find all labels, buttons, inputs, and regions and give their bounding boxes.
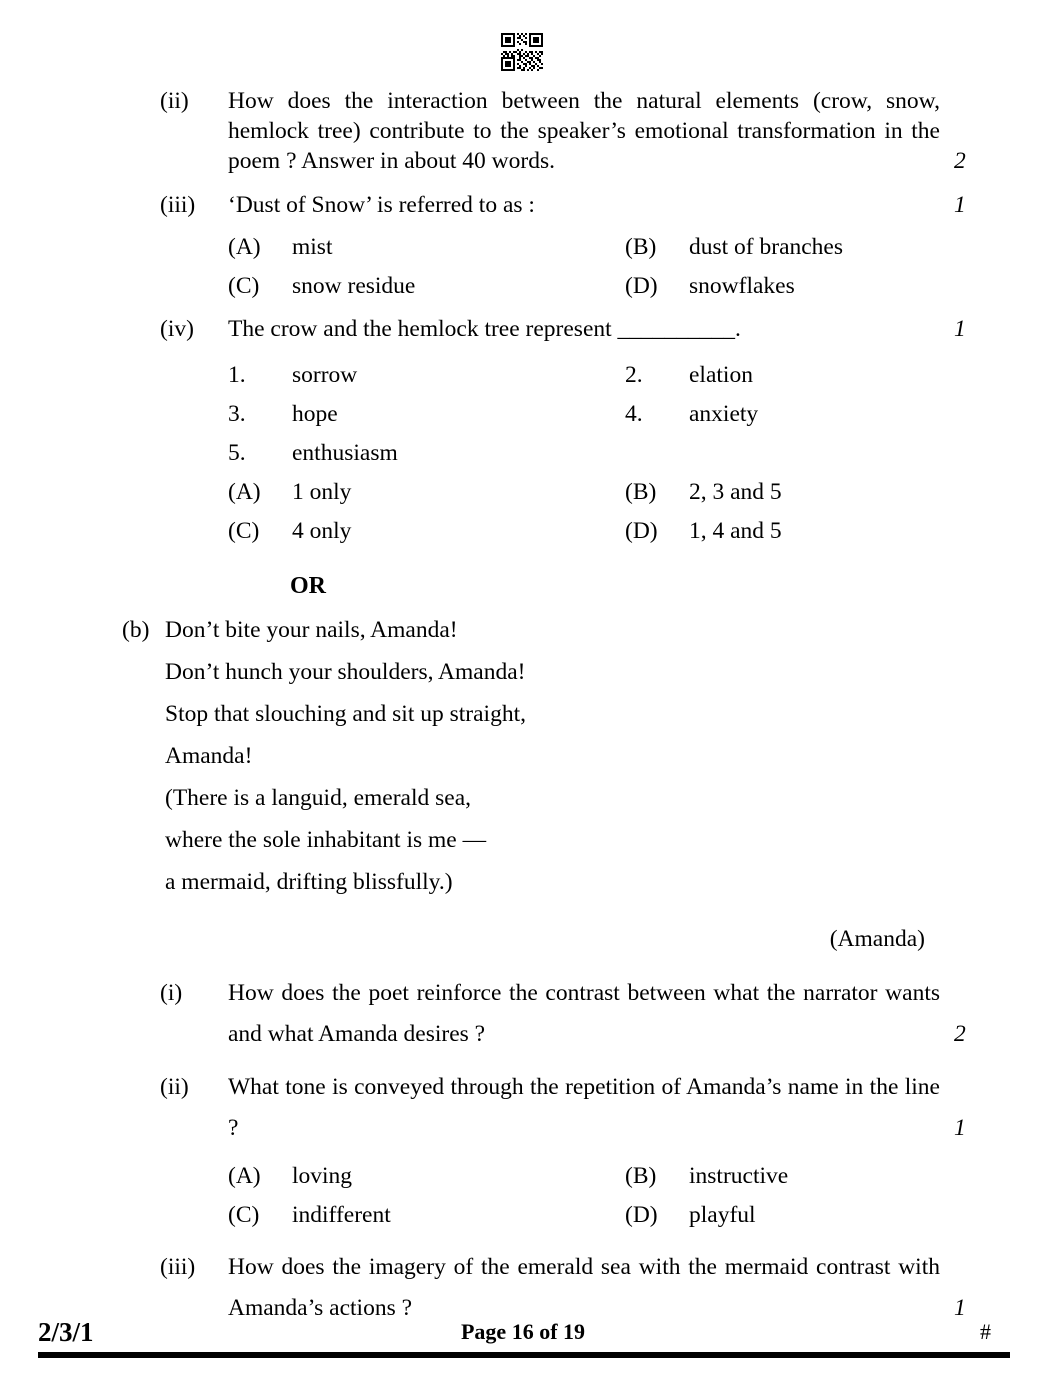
option-d[interactable] <box>625 1196 756 1235</box>
option-row <box>0 1196 1046 1235</box>
option-text: snow residue <box>292 273 416 299</box>
option-label: (B) <box>625 234 657 260</box>
item-1[interactable] <box>228 356 357 395</box>
page-footer <box>0 1312 1046 1386</box>
question-item-iv <box>0 314 1046 344</box>
option-row <box>0 267 1046 306</box>
item-text: sorrow <box>292 362 358 388</box>
item-row <box>0 356 1046 395</box>
option-b[interactable] <box>625 1157 788 1196</box>
question-text: ‘Dust of Snow’ is referred to as : <box>228 192 535 218</box>
question-marker: (iii) <box>160 1254 196 1280</box>
item-text: elation <box>689 362 753 388</box>
option-label: (C) <box>228 518 260 544</box>
poem-line: a mermaid, drifting blissfully.) <box>165 869 453 895</box>
option-row <box>0 512 1046 551</box>
end-mark: # <box>980 1319 991 1344</box>
question-marks: 2 <box>954 148 966 174</box>
option-a[interactable] <box>228 228 332 267</box>
question-marks: 2 <box>954 1021 966 1047</box>
option-row <box>0 473 1046 512</box>
item-label: 2. <box>625 362 643 388</box>
item-2[interactable] <box>625 356 753 395</box>
question-text: What tone is conveyed through the repetition of Amanda’s name in the line ? <box>228 1074 940 1141</box>
option-c[interactable] <box>228 267 415 306</box>
question-text: How does the poet reinforce the contrast between what the narrator wants and what Amanda desires ? <box>228 980 940 1047</box>
question-marks: 1 <box>954 192 966 218</box>
poem-marker: (b) <box>122 617 150 643</box>
option-label: (D) <box>625 518 658 544</box>
option-text: loving <box>292 1163 353 1189</box>
option-text: 1, 4 and 5 <box>689 518 782 544</box>
option-label: (B) <box>625 1163 657 1189</box>
item-label: 3. <box>228 401 246 427</box>
question-marks: 1 <box>954 1115 966 1141</box>
option-text: 4 only <box>292 518 352 544</box>
question-content <box>0 86 1046 1329</box>
item-text: anxiety <box>689 401 759 427</box>
option-text: snowflakes <box>689 273 795 299</box>
option-a[interactable] <box>228 473 351 512</box>
qr-code-icon <box>499 31 545 73</box>
question-item-b-i <box>0 973 1046 1055</box>
poem-line: Don’t bite your nails, Amanda! <box>165 617 458 643</box>
option-label: (C) <box>228 273 260 299</box>
poem-line: where the sole inhabitant is me — <box>165 827 487 853</box>
question-item-iii <box>0 190 1046 220</box>
paper-code: 2/3/1 <box>38 1317 94 1347</box>
item-label: 5. <box>228 440 246 466</box>
option-b[interactable] <box>625 228 843 267</box>
option-text: indifferent <box>292 1202 391 1228</box>
option-text: mist <box>292 234 333 260</box>
poem-line: (There is a languid, emerald sea, <box>165 785 472 811</box>
option-text: playful <box>689 1202 756 1228</box>
option-text: 2, 3 and 5 <box>689 479 782 505</box>
option-row <box>0 228 1046 267</box>
option-label: (A) <box>228 479 261 505</box>
option-b[interactable] <box>625 473 782 512</box>
item-label: 4. <box>625 401 643 427</box>
item-row <box>0 395 1046 434</box>
poem-line: Stop that slouching and sit up straight, <box>165 701 526 727</box>
or-divider <box>0 565 1046 607</box>
or-label: OR <box>290 573 326 599</box>
question-marker: (i) <box>160 980 183 1006</box>
option-d[interactable] <box>625 512 782 551</box>
question-item-ii <box>0 86 1046 176</box>
option-c[interactable] <box>228 1196 391 1235</box>
poem-attribution: (Amanda) <box>829 926 925 952</box>
question-item-b-ii <box>0 1067 1046 1149</box>
option-label: (A) <box>228 234 261 260</box>
question-marker: (ii) <box>160 1074 189 1100</box>
item-5[interactable] <box>228 434 398 473</box>
question-marker: (iii) <box>160 192 196 218</box>
item-row <box>0 434 1046 473</box>
option-label: (D) <box>625 1202 658 1228</box>
question-text: The crow and the hemlock tree represent __________. <box>228 316 741 342</box>
option-text: instructive <box>689 1163 789 1189</box>
option-label: (D) <box>625 273 658 299</box>
poem-block <box>0 609 1046 903</box>
page-number: Page 16 of 19 <box>460 1319 586 1344</box>
option-label: (C) <box>228 1202 260 1228</box>
option-c[interactable] <box>228 512 351 551</box>
item-label: 1. <box>228 362 246 388</box>
option-d[interactable] <box>625 267 795 306</box>
question-marks: 1 <box>954 1295 966 1321</box>
footer-divider <box>38 1352 1010 1358</box>
option-text: dust of branches <box>689 234 844 260</box>
option-row <box>0 1157 1046 1196</box>
poem-line: Don’t hunch your shoulders, Amanda! <box>165 659 526 685</box>
item-text: enthusiasm <box>292 440 398 466</box>
poem-lines <box>165 609 1046 903</box>
question-marker: (iv) <box>160 316 194 342</box>
question-text: How does the imagery of the emerald sea with the mermaid contrast with Amanda’s actions ? <box>228 1254 940 1321</box>
option-text: 1 only <box>292 479 352 505</box>
option-a[interactable] <box>228 1157 352 1196</box>
question-text: How does the interaction between the natural elements (crow, snow, hemlock tree) contribute to the speaker’s emotional transformation in the poem ? Answer in about 40 words. <box>228 88 940 174</box>
footer-row <box>0 1312 1046 1352</box>
poem-line: Amanda! <box>165 743 253 769</box>
option-label: (A) <box>228 1163 261 1189</box>
item-4[interactable] <box>625 395 758 434</box>
item-3[interactable] <box>228 395 338 434</box>
question-marker: (ii) <box>160 88 189 114</box>
item-text: hope <box>292 401 338 427</box>
option-label: (B) <box>625 479 657 505</box>
question-marks: 1 <box>954 316 966 342</box>
